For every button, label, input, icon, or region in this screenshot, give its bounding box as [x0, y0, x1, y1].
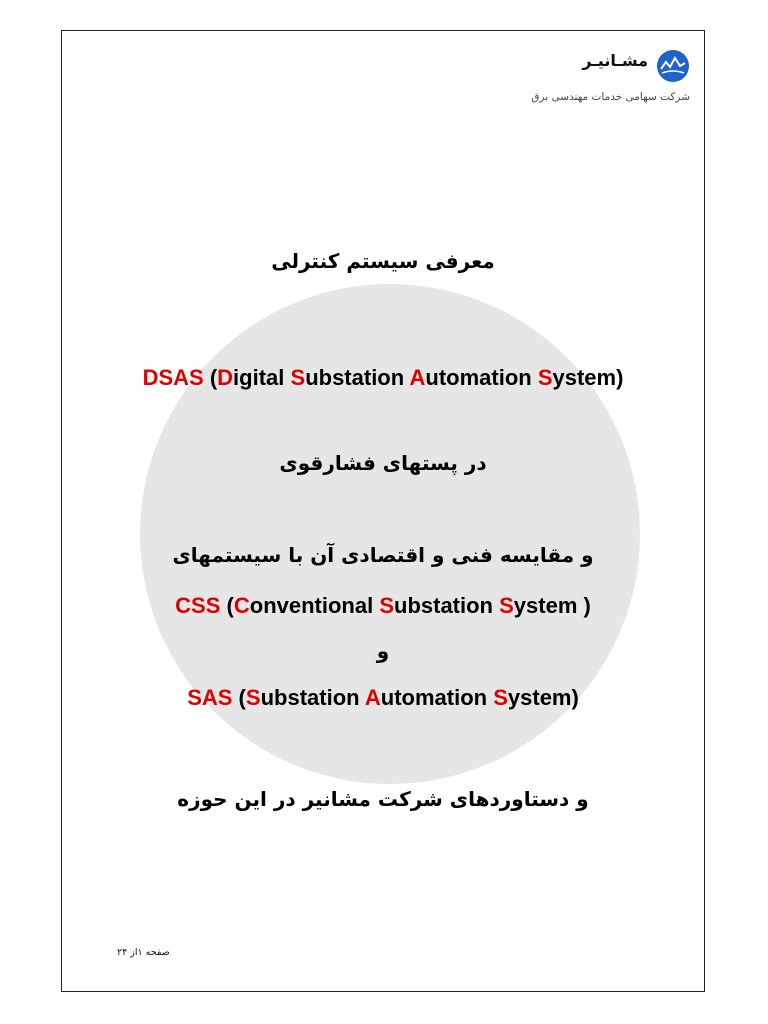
dsas-initial-s: S	[290, 365, 306, 390]
css-word-substation: ubstation	[394, 593, 500, 618]
comparison-line: و مقایسه فنی و اقتصادی آن با سیستمهای	[172, 543, 594, 567]
dsas-open: (	[203, 365, 218, 390]
sas-initial-s: S	[245, 685, 261, 710]
logo-subtitle: شرکت سهامی خدمات مهندسی برق	[531, 91, 690, 103]
page-number: صفحه ۱از ۲۴	[117, 947, 170, 958]
sas-line	[62, 685, 704, 711]
dsas-word-substation: ubstation	[305, 365, 410, 390]
sas-word-substation: ubstation	[260, 685, 365, 710]
sas-initial-s2: S	[493, 685, 508, 710]
substations-line: در پستهای فشارقوی	[279, 451, 487, 475]
css-initial-s: S	[379, 593, 394, 618]
logo-wave-icon	[656, 49, 690, 83]
css-abbr: CSS	[175, 593, 221, 618]
document-page	[61, 30, 705, 992]
sas-word-automation: utomation	[380, 685, 494, 710]
logo-name: مشـانیـر	[582, 51, 648, 70]
document-title: معرفی سیستم کنترلی	[271, 249, 495, 273]
achievements-line: و دستاوردهای شرکت مشانیر در این حوزه	[177, 787, 589, 811]
dsas-initial-a: A	[409, 365, 426, 390]
dsas-word-automation: utomation	[425, 365, 538, 390]
company-logo	[490, 43, 690, 113]
dsas-initial-d: D	[217, 365, 234, 390]
sas-open: (	[232, 685, 246, 710]
sas-word-system: ystem)	[507, 685, 579, 710]
dsas-initial-s2: S	[537, 365, 553, 390]
css-initial-s2: S	[499, 593, 514, 618]
sas-initial-a: A	[364, 685, 381, 710]
dsas-word-digital: igital	[233, 365, 291, 390]
dsas-word-system: ystem)	[552, 365, 624, 390]
css-line	[62, 593, 704, 619]
css-initial-c: C	[233, 593, 250, 618]
css-word-system: ystem )	[513, 593, 591, 618]
sas-abbr: SAS	[187, 685, 233, 710]
conjunction: و	[376, 639, 390, 663]
dsas-abbr: DSAS	[142, 365, 204, 390]
css-word-conventional: onventional	[249, 593, 380, 618]
css-open: (	[220, 593, 234, 618]
dsas-line	[62, 365, 704, 391]
